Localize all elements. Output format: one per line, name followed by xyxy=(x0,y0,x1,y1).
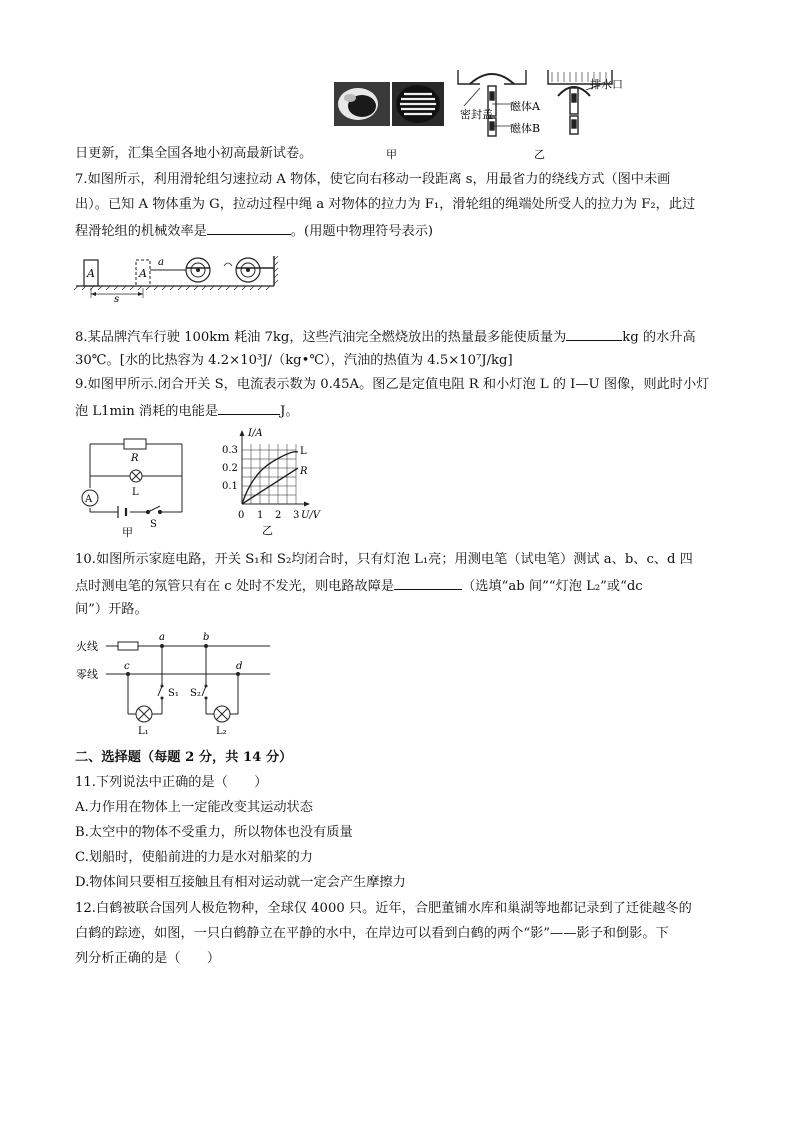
q11-option-c[interactable]: C.划船时，使船前进的力是水对船桨的力 xyxy=(75,850,313,865)
q11-option-d[interactable]: D.物体间只要相互接触且有相对运动就一定会产生摩擦力 xyxy=(75,875,406,890)
svg-text:0: 0 xyxy=(238,510,245,521)
label-drain: 排水口 xyxy=(590,78,623,91)
q7-line3-post: 。(用题中物理符号表示) xyxy=(290,224,434,239)
svg-text:R: R xyxy=(300,466,308,477)
svg-text:R: R xyxy=(131,453,139,464)
q8-answer-blank[interactable] xyxy=(566,326,622,341)
top-figure xyxy=(330,66,630,162)
q11-stem: 11.下列说法中正确的是（ ） xyxy=(75,775,268,790)
pulley-fixed xyxy=(224,258,274,282)
svg-text:S₁: S₁ xyxy=(168,688,179,699)
q7-line1: 7.如图所示，利用滑轮组匀速拉动 A 物体，使它向右移动一段距离 s，用最省力的绕线方式（图中未画 xyxy=(75,172,671,187)
q7-answer-blank[interactable] xyxy=(207,220,291,235)
q10-line1: 10.如图所示家庭电路，开关 S₁和 S₂均闭合时，只有灯泡 L₁亮；用测电笔（试电笔）测试 a、b、c、d 四 xyxy=(75,552,693,567)
q7-line2: 出）。已知 A 物体重为 G，拉动过程中绳 a 对物体的拉力为 F₁，滑轮组的绳端处所受人的拉力为 F₂，此过 xyxy=(75,197,696,212)
svg-text:1: 1 xyxy=(257,510,264,521)
svg-text:c: c xyxy=(124,661,130,672)
label-neutral-wire: 零线 xyxy=(76,668,98,681)
q8-line2: 30℃。[水的比热容为 4.2×10³J/（kg•℃），汽油的热值为 4.5×10⁷J/kg] xyxy=(75,353,513,368)
section-2-heading: 二、选择题（每题 2 分，共 14 分） xyxy=(75,750,293,765)
svg-text:b: b xyxy=(203,632,210,643)
q7-figure-svg xyxy=(74,252,280,306)
svg-text:乙: 乙 xyxy=(262,524,273,537)
q9-line1: 9.如图甲所示.闭合开关 S，电流表示数为 0.45A。图乙是定值电阻 R 和小灯泡 L 的 I—U 图像，则此时小灯 xyxy=(75,377,710,392)
svg-text:d: d xyxy=(236,661,243,672)
svg-text:S₂: S₂ xyxy=(190,688,201,699)
label-seal: 密封盖 xyxy=(460,108,493,121)
label-magnet-a: 磁体A xyxy=(510,100,540,113)
top-figure-svg xyxy=(330,66,630,162)
q11-option-a[interactable]: A.力作用在物体上一定能改变其运动状态 xyxy=(75,800,313,815)
q10-answer-blank[interactable] xyxy=(394,575,462,590)
q8-line1: 8.某品牌汽车行驶 100km 耗油 7kg，这些汽油完全燃烧放出的热量最多能使质量为 kg 的水升高 xyxy=(75,326,696,348)
caption-jia: 甲 xyxy=(386,148,397,161)
svg-text:a: a xyxy=(158,257,164,268)
label-magnet-b: 磁体B xyxy=(510,122,541,135)
q10-household-circuit xyxy=(74,628,274,736)
svg-text:甲: 甲 xyxy=(122,526,133,539)
q9-iu-graph xyxy=(212,424,328,540)
q7-line3-pre: 程滑轮组的机械效率是 xyxy=(75,224,207,239)
q10-circuit-svg xyxy=(74,628,274,736)
svg-text:I/A: I/A xyxy=(248,428,263,439)
q9-answer-blank[interactable] xyxy=(218,400,280,415)
svg-text:L: L xyxy=(300,446,307,457)
svg-text:U/V: U/V xyxy=(301,510,321,521)
q10-line2: 点时测电笔的氖管只有在 c 处时不发光，则电路故障是 （选填“ab 间”“灯泡 L₂”或“dc xyxy=(75,575,643,597)
svg-text:0.3: 0.3 xyxy=(222,445,238,456)
svg-text:0.2: 0.2 xyxy=(222,463,238,474)
svg-text:A: A xyxy=(87,267,95,280)
svg-text:2: 2 xyxy=(275,510,282,521)
q12-line2: 白鹤的踪迹，如图，一只白鹤静立在平静的水中，在岸边可以看到白鹤的两个“影”——影子和倒影。下 xyxy=(75,926,669,941)
caption-yi: 乙 xyxy=(534,148,545,161)
svg-text:s: s xyxy=(114,294,120,305)
curve-l xyxy=(242,452,298,504)
svg-text:0.1: 0.1 xyxy=(222,481,238,492)
svg-text:a: a xyxy=(159,632,165,643)
svg-text:L₂: L₂ xyxy=(216,726,227,736)
q12-line3: 列分析正确的是（ ） xyxy=(75,951,221,966)
q7-line3 xyxy=(75,220,433,242)
svg-text:L: L xyxy=(132,487,139,498)
label-live-wire: 火线 xyxy=(76,640,98,653)
q9-line2: 泡 L1min 消耗的电能是 J。 xyxy=(75,400,299,422)
q12-line1: 12.白鹤被联合国列人极危物种，全球仅 4000 只。近年，合肥董铺水库和巢湖等地都记录到了迁徙越冬的 xyxy=(75,901,692,916)
svg-text:A: A xyxy=(85,494,93,505)
q9-graph-svg xyxy=(212,424,328,540)
svg-text:A: A xyxy=(139,267,147,280)
pulley-movable xyxy=(180,258,210,282)
svg-text:S: S xyxy=(150,519,157,530)
svg-text:3: 3 xyxy=(293,510,300,521)
q10-line3: 间”）开路。 xyxy=(75,602,148,617)
q9-circuit-svg xyxy=(74,428,198,540)
svg-text:L₁: L₁ xyxy=(138,726,149,736)
q11-option-b[interactable]: B.太空中的物体不受重力，所以物体也没有质量 xyxy=(75,825,353,840)
q7-figure xyxy=(74,252,280,306)
intro-line: 日更新，汇集全国各地小初高最新试卷。 xyxy=(75,146,313,161)
q9-circuit xyxy=(74,428,198,540)
